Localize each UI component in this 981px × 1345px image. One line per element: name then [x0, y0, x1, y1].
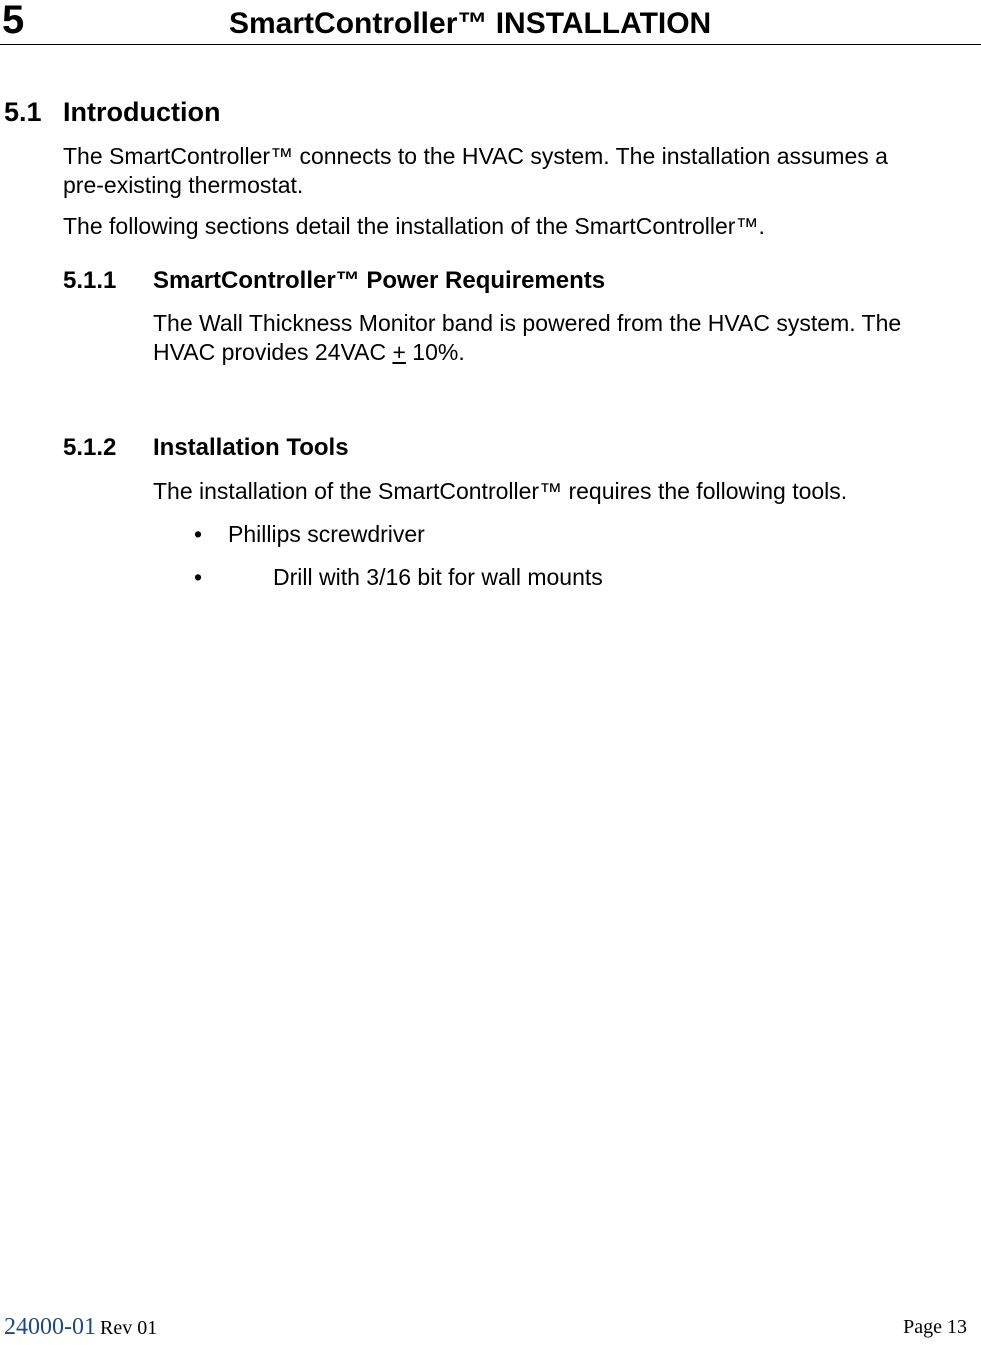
intro-paragraph-line2: pre-existing thermostat.	[63, 172, 304, 198]
power-text-before: HVAC provides 24VAC	[153, 339, 393, 365]
tool-item-phillips-screwdriver: Phillips screwdriver	[228, 521, 425, 547]
footer-page-number: Page 13	[903, 1316, 967, 1338]
chapter-title: SmartController™ INSTALLATION	[229, 7, 712, 40]
bullet-icon: •	[194, 521, 203, 547]
tool-item-drill: Drill with 3/16 bit for wall mounts	[273, 564, 603, 590]
footer-doc-info	[4, 1312, 157, 1345]
section-number-5-1-1: 5.1.1	[63, 267, 117, 294]
chapter-header	[0, 0, 981, 45]
power-paragraph-line2	[153, 338, 465, 367]
footer-doc-number: 24000-01	[4, 1314, 96, 1340]
power-text-after: 10%.	[405, 339, 465, 365]
section-number-5-1: 5.1	[4, 97, 42, 127]
section-number-5-1-2: 5.1.2	[63, 434, 117, 461]
tools-intro: The installation of the SmartController™ requires the following tools.	[153, 478, 848, 504]
section-title-installation-tools: Installation Tools	[153, 434, 349, 461]
power-paragraph-line1: The Wall Thickness Monitor band is powered from the HVAC system. The	[153, 310, 902, 336]
bullet-icon: •	[194, 564, 203, 590]
plus-minus-symbol: +	[392, 339, 406, 365]
footer-revision: Rev 01	[100, 1317, 158, 1339]
section-title-power-requirements: SmartController™ Power Requirements	[153, 267, 606, 294]
intro-paragraph-line1: The SmartController™ connects to the HVAC system. The installation assumes a	[63, 143, 888, 169]
intro-paragraph-2: The following sections detail the installation of the SmartController™.	[63, 213, 765, 239]
section-title-introduction: Introduction	[63, 97, 221, 127]
chapter-number: 5	[2, 0, 25, 42]
